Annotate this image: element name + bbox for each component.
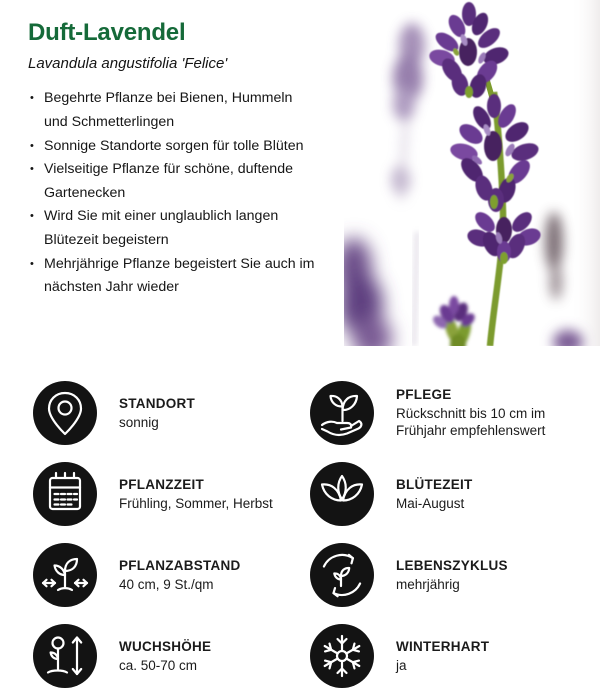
- attribute-winterhart: [310, 615, 580, 696]
- attributes-grid: [33, 372, 583, 696]
- feature-list: [28, 87, 316, 299]
- bullet-dot: •: [30, 257, 34, 270]
- attribute-value: 40 cm, 9 St./qm: [119, 576, 214, 592]
- botanical-name: Lavandula angustifolia 'Felice': [28, 55, 228, 73]
- hand-plant-icon: [310, 381, 374, 445]
- feature-item: • Vielseitige Pflanze für schöne, duftende Gartenecken: [28, 158, 316, 205]
- page-title: Duft-Lavendel: [28, 19, 186, 46]
- attribute-label: PFLANZZEIT: [119, 476, 204, 492]
- attribute-label: LEBENSZYKLUS: [396, 557, 508, 573]
- attribute-label: PFLANZABSTAND: [119, 557, 241, 573]
- snowflake-icon: [310, 624, 374, 688]
- flower-icon: [310, 462, 374, 526]
- location-pin-icon: [33, 381, 97, 445]
- attribute-standort: [33, 372, 310, 453]
- attribute-value: Frühling, Sommer, Herbst: [119, 495, 273, 511]
- bullet-dot: •: [30, 139, 34, 152]
- bullet-dot: •: [30, 210, 34, 223]
- attribute-bluetezeit: [310, 453, 580, 534]
- feature-item: • Begehrte Pflanze bei Bienen, Hummeln und Schmetterlingen: [28, 87, 316, 134]
- bullet-dot: •: [30, 163, 34, 176]
- feature-item: • Mehrjährige Pflanze begeistert Sie auch im nächsten Jahr wieder: [28, 253, 316, 300]
- attribute-value: Mai-August: [396, 495, 465, 511]
- calendar-icon: [33, 462, 97, 526]
- life-cycle-icon: [310, 543, 374, 607]
- attribute-label: STANDORT: [119, 395, 195, 411]
- attribute-value: sonnig: [119, 414, 159, 430]
- growth-height-icon: [33, 624, 97, 688]
- attribute-label: WUCHSHÖHE: [119, 638, 212, 654]
- feature-item: • Wird Sie mit einer unglaublich langen Blütezeit begeistern: [28, 205, 316, 252]
- attribute-wuchshoehe: [33, 615, 310, 696]
- attribute-value: ja: [396, 657, 407, 673]
- attribute-label: WINTERHART: [396, 638, 490, 654]
- bullet-dot: •: [30, 92, 34, 105]
- feature-item: • Sonnige Standorte sorgen für tolle Blüten: [28, 135, 316, 159]
- attribute-value: Rückschnitt bis 10 cm im Frühjahr empfehlenswert: [396, 406, 546, 438]
- attribute-pflege: [310, 372, 580, 453]
- attribute-value: ca. 50-70 cm: [119, 657, 198, 673]
- attribute-value: mehrjährig: [396, 576, 460, 592]
- attribute-pflanzzeit: [33, 453, 310, 534]
- attribute-label: PFLEGE: [396, 387, 452, 402]
- attribute-label: BLÜTEZEIT: [396, 476, 473, 492]
- plant-spacing-icon: [33, 543, 97, 607]
- lavender-photo: [344, 0, 600, 346]
- attribute-pflanzabstand: [33, 534, 310, 615]
- attribute-lebenszyklus: [310, 534, 580, 615]
- header: [28, 20, 338, 300]
